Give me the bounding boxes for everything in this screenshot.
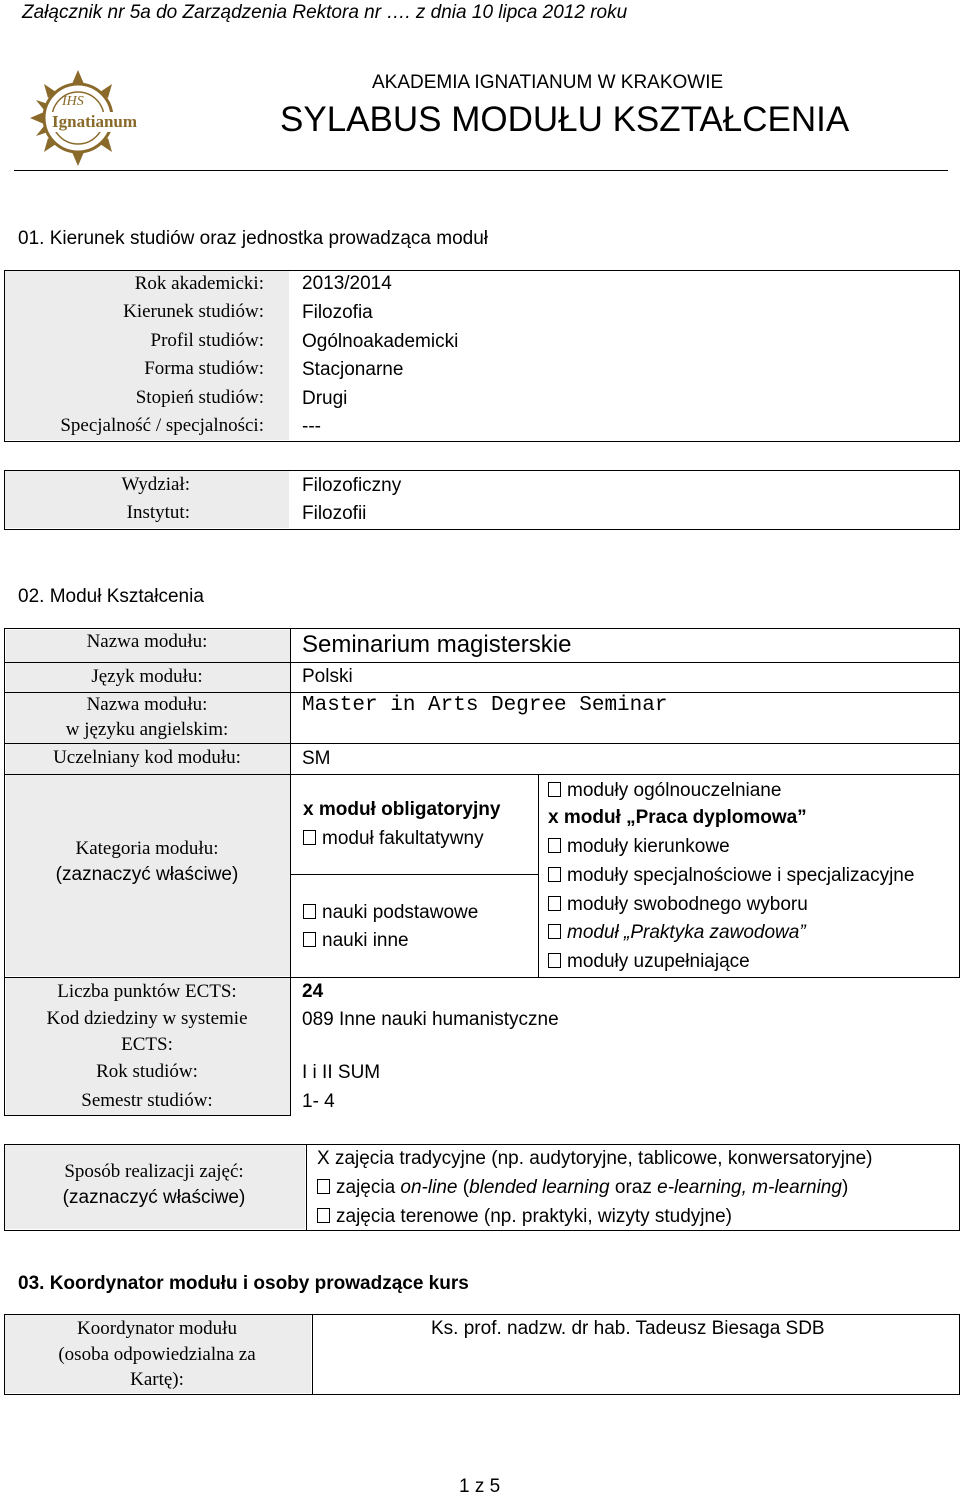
- label-study-year: Rok studiów:: [96, 1061, 198, 1082]
- label-academic-year: Rok akademicki:: [134, 273, 264, 294]
- label-domain-code-1: Kod dziedziny w systemie: [46, 1008, 248, 1029]
- value-institute: Filozofii: [302, 503, 367, 524]
- document-title: SYLABUS MODUŁU KSZTAŁCENIA: [280, 100, 850, 139]
- value-module-code: SM: [302, 748, 331, 769]
- checkbox-icon: [303, 830, 316, 845]
- value-semester: 1- 4: [302, 1091, 335, 1112]
- checkbox-icon: [303, 904, 316, 919]
- checkbox-icon: [303, 932, 316, 947]
- obligatory-option: x moduł obligatoryjny: [303, 799, 501, 820]
- checkbox-icon: [548, 896, 561, 911]
- label-english-name-1: Nazwa modułu:: [86, 694, 208, 715]
- checkbox-icon: [548, 838, 561, 853]
- checkbox-icon: [548, 867, 561, 882]
- value-study-level: Drugi: [302, 388, 348, 409]
- page-number: 1 z 5: [459, 1476, 501, 1497]
- checkbox-icon: [317, 1208, 330, 1223]
- section-1-heading: 01. Kierunek studiów oraz jednostka prowadząca moduł: [18, 228, 488, 249]
- checkbox-icon: [548, 953, 561, 968]
- label-specialty: Specjalność / specjalności:: [60, 415, 264, 436]
- logo-text-mid: Ignatianum: [52, 112, 138, 131]
- label-coordinator-3: Kartę):: [130, 1369, 184, 1390]
- checkbox-icon: [317, 1179, 330, 1194]
- academy-name: AKADEMIA IGNATIANUM W KRAKOWIE: [372, 72, 724, 93]
- value-field-of-study: Filozofia: [302, 302, 373, 323]
- delivery-traditional: X zajęcia tradycyjne (np. audytoryjne, tablicowe, konwersatoryjne): [317, 1148, 873, 1169]
- value-study-profile: Ogólnoakademicki: [302, 331, 459, 352]
- attachment-note: Załącznik nr 5a do Zarządzenia Rektora nr …. z dnia 10 lipca 2012 roku: [22, 2, 628, 23]
- label-delivery-choose: (zaznaczyć właściwe): [62, 1187, 246, 1208]
- delivery-online: zajęcia on-line (blended learning oraz e-learning, m-learning): [317, 1177, 848, 1199]
- label-study-profile: Profil studiów:: [150, 330, 264, 351]
- header-divider: [14, 170, 948, 171]
- optional-option: moduł fakultatywny: [303, 828, 484, 850]
- label-study-level: Stopień studiów:: [135, 387, 264, 408]
- label-institute: Instytut:: [126, 502, 190, 523]
- checkbox-icon: [548, 782, 561, 797]
- type-general: moduły ogólnouczelniane: [548, 780, 781, 802]
- value-english-name: Master in Arts Degree Seminar: [302, 694, 668, 717]
- type-supplementary: moduły uzupełniające: [548, 951, 750, 973]
- value-coordinator: Ks. prof. nadzw. dr hab. Tadeusz Biesaga SDB: [431, 1318, 825, 1339]
- label-study-form: Forma studiów:: [144, 358, 264, 379]
- type-thesis: x moduł „Praca dyplomowa”: [548, 807, 807, 828]
- label-module-category: Kategoria modułu:: [75, 838, 219, 859]
- type-free-choice: moduły swobodnego wyboru: [548, 894, 808, 916]
- section-3-heading: 03. Koordynator modułu i osoby prowadzące kurs: [18, 1273, 469, 1294]
- label-ects-points: Liczba punktów ECTS:: [57, 981, 237, 1002]
- value-faculty: Filozoficzny: [302, 475, 402, 496]
- other-sciences-option: nauki inne: [303, 930, 409, 952]
- label-semester: Semestr studiów:: [81, 1090, 213, 1111]
- label-module-name: Nazwa modułu:: [86, 631, 208, 652]
- basic-sciences-option: nauki podstawowe: [303, 902, 478, 924]
- checkbox-icon: [548, 924, 561, 939]
- value-ects-points: 24: [302, 981, 324, 1002]
- label-delivery-mode: Sposób realizacji zajęć:: [64, 1161, 244, 1182]
- logo-text-top: IHS: [62, 94, 84, 109]
- university-logo: [14, 66, 150, 170]
- label-choose-appropriate: (zaznaczyć właściwe): [55, 864, 239, 885]
- value-specialty: ---: [302, 416, 321, 437]
- label-coordinator-2: (osoba odpowiedzialna za: [58, 1344, 256, 1365]
- label-field-of-study: Kierunek studiów:: [123, 301, 264, 322]
- label-coordinator-1: Koordynator modułu: [77, 1318, 237, 1339]
- delivery-field: zajęcia terenowe (np. praktyki, wizyty studyjne): [317, 1206, 732, 1228]
- value-module-name: Seminarium magisterskie: [302, 631, 572, 658]
- type-internship: moduł „Praktyka zawodowa”: [548, 922, 806, 944]
- value-academic-year: 2013/2014: [302, 273, 392, 294]
- type-major: moduły kierunkowe: [548, 836, 730, 858]
- type-specialty: moduły specjalnościowe i specjalizacyjne: [548, 865, 914, 887]
- label-faculty: Wydział:: [121, 474, 190, 495]
- value-domain-code: 089 Inne nauki humanistyczne: [302, 1009, 559, 1030]
- value-study-year: I i II SUM: [302, 1062, 381, 1083]
- section-2-heading: 02. Moduł Kształcenia: [18, 586, 204, 607]
- label-module-language: Język modułu:: [91, 666, 203, 687]
- label-module-code: Uczelniany kod modułu:: [53, 747, 241, 768]
- label-domain-code-2: ECTS:: [121, 1034, 173, 1055]
- label-english-name-2: w języku angielskim:: [65, 719, 229, 740]
- value-study-form: Stacjonarne: [302, 359, 404, 380]
- value-module-language: Polski: [302, 666, 353, 687]
